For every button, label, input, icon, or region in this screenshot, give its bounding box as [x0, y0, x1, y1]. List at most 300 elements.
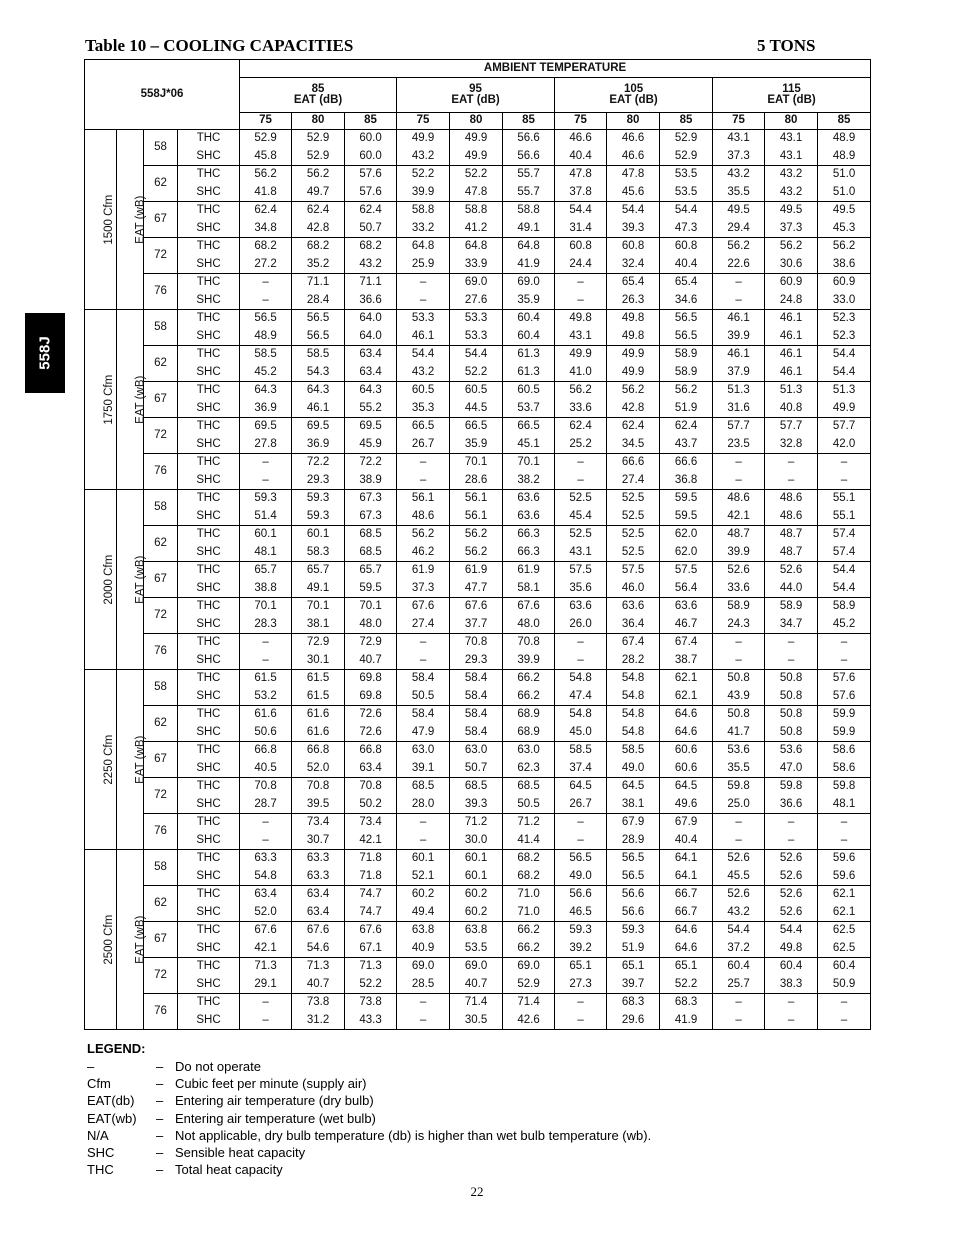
thc-label: THC	[178, 706, 240, 724]
thc-label: THC	[178, 382, 240, 400]
thc-value-cell: 63.8	[450, 922, 503, 940]
shc-value-cell: 35.9	[503, 292, 555, 310]
thc-value-cell: 64.8	[503, 238, 555, 256]
wb-temp-cell: 62	[144, 346, 178, 382]
thc-value-cell: –	[397, 454, 450, 472]
shc-value-cell: 47.9	[397, 724, 450, 742]
thc-value-cell: 58.4	[397, 670, 450, 688]
thc-value-cell: 59.8	[818, 778, 871, 796]
thc-label: THC	[178, 778, 240, 796]
shc-value-cell: 40.7	[292, 976, 345, 994]
db-temp-header: 85	[818, 113, 871, 130]
shc-value-cell: 33.6	[555, 400, 607, 418]
thc-value-cell: 68.5	[397, 778, 450, 796]
thc-value-cell: 68.2	[240, 238, 292, 256]
thc-value-cell: 49.9	[397, 130, 450, 148]
table-row	[85, 346, 871, 364]
legend	[87, 1041, 652, 1179]
shc-value-cell: 53.3	[450, 328, 503, 346]
airflow-label: 1500 Cfm	[103, 194, 116, 245]
thc-value-cell: 60.2	[397, 886, 450, 904]
thc-value-cell: 56.5	[660, 310, 713, 328]
legend-row	[87, 1127, 652, 1145]
thc-value-cell: 63.4	[345, 346, 397, 364]
thc-value-cell: 58.9	[713, 598, 765, 616]
thc-value-cell: 56.2	[450, 526, 503, 544]
shc-value-cell: 27.8	[240, 436, 292, 454]
thc-value-cell: 52.5	[555, 490, 607, 508]
airflow-cell	[85, 850, 117, 1030]
legend-desc: Not applicable, dry bulb temperature (db) is higher than wet bulb temperature (wb).	[175, 1127, 652, 1143]
thc-value-cell: 71.1	[292, 274, 345, 292]
shc-value-cell: 64.0	[345, 328, 397, 346]
thc-value-cell: 60.5	[450, 382, 503, 400]
shc-value-cell: 38.3	[765, 976, 818, 994]
shc-value-cell: 53.2	[240, 688, 292, 706]
shc-value-cell: 63.6	[503, 508, 555, 526]
thc-value-cell: 59.3	[292, 490, 345, 508]
thc-value-cell: 49.5	[713, 202, 765, 220]
thc-value-cell: 70.1	[450, 454, 503, 472]
thc-value-cell: 66.2	[503, 670, 555, 688]
shc-value-cell: 25.0	[713, 796, 765, 814]
thc-value-cell: 61.9	[450, 562, 503, 580]
shc-value-cell: 58.4	[450, 724, 503, 742]
shc-value-cell: 58.1	[503, 580, 555, 598]
thc-value-cell: 61.5	[240, 670, 292, 688]
thc-value-cell: 52.5	[555, 526, 607, 544]
shc-value-cell: 46.1	[765, 364, 818, 382]
thc-value-cell: –	[397, 274, 450, 292]
thc-value-cell: 51.3	[765, 382, 818, 400]
shc-value-cell: 46.1	[765, 328, 818, 346]
thc-label: THC	[178, 670, 240, 688]
shc-value-cell: 47.8	[450, 184, 503, 202]
legend-desc: Total heat capacity	[175, 1162, 283, 1178]
shc-value-cell: 46.7	[660, 616, 713, 634]
thc-value-cell: 54.8	[607, 670, 660, 688]
eat-wb-label: EAT (wB)	[134, 195, 147, 244]
thc-value-cell: 58.8	[397, 202, 450, 220]
shc-value-cell: 33.0	[818, 292, 871, 310]
shc-value-cell: 52.2	[660, 976, 713, 994]
thc-value-cell: 67.6	[503, 598, 555, 616]
eat-db-label: EAT (dB)	[609, 94, 658, 106]
shc-value-cell: 31.4	[555, 220, 607, 238]
shc-value-cell: 45.2	[240, 364, 292, 382]
shc-value-cell: –	[818, 832, 871, 850]
shc-value-cell: 43.1	[555, 328, 607, 346]
shc-value-cell: 48.7	[765, 544, 818, 562]
table-row	[85, 130, 871, 148]
shc-value-cell: 56.5	[660, 328, 713, 346]
shc-value-cell: 41.7	[713, 724, 765, 742]
thc-value-cell: 52.2	[397, 166, 450, 184]
shc-value-cell: 28.9	[607, 832, 660, 850]
legend-row	[87, 1059, 262, 1076]
model-header: 558J*06	[85, 60, 240, 130]
thc-value-cell: 71.4	[503, 994, 555, 1012]
thc-value-cell: 50.8	[765, 706, 818, 724]
thc-value-cell: 63.3	[292, 850, 345, 868]
shc-value-cell: –	[713, 1012, 765, 1030]
shc-value-cell: 52.0	[292, 760, 345, 778]
thc-value-cell: 43.1	[713, 130, 765, 148]
thc-value-cell: 68.9	[503, 706, 555, 724]
shc-value-cell: 43.2	[345, 256, 397, 274]
thc-value-cell: 51.3	[818, 382, 871, 400]
table-row	[85, 220, 871, 238]
shc-value-cell: 40.5	[240, 760, 292, 778]
table-row	[85, 382, 871, 400]
shc-value-cell: 54.8	[240, 868, 292, 886]
shc-value-cell: 41.4	[503, 832, 555, 850]
shc-value-cell: 36.4	[607, 616, 660, 634]
thc-value-cell: 54.8	[555, 670, 607, 688]
shc-value-cell: 48.0	[345, 616, 397, 634]
shc-value-cell: 26.7	[555, 796, 607, 814]
shc-value-cell: 52.1	[397, 868, 450, 886]
thc-value-cell: –	[397, 634, 450, 652]
airflow-label: 2500 Cfm	[103, 914, 116, 965]
shc-value-cell: 48.1	[818, 796, 871, 814]
shc-value-cell: 54.6	[292, 940, 345, 958]
shc-value-cell: 57.6	[345, 184, 397, 202]
thc-value-cell: 58.8	[503, 202, 555, 220]
shc-value-cell: 60.1	[450, 868, 503, 886]
shc-value-cell: 25.7	[713, 976, 765, 994]
shc-value-cell: 61.5	[292, 688, 345, 706]
eat-wb-label: EAT (wB)	[134, 375, 147, 424]
thc-value-cell: 59.3	[607, 922, 660, 940]
thc-value-cell: 58.5	[292, 346, 345, 364]
thc-value-cell: 72.9	[345, 634, 397, 652]
thc-value-cell: 68.3	[607, 994, 660, 1012]
thc-value-cell: 71.1	[345, 274, 397, 292]
thc-value-cell: 57.4	[818, 526, 871, 544]
shc-value-cell: –	[555, 292, 607, 310]
shc-value-cell: 56.6	[503, 148, 555, 166]
shc-value-cell: 59.5	[345, 580, 397, 598]
shc-value-cell: 33.6	[713, 580, 765, 598]
shc-value-cell: 31.6	[713, 400, 765, 418]
thc-value-cell: 60.1	[397, 850, 450, 868]
thc-value-cell: 58.9	[765, 598, 818, 616]
thc-value-cell: 60.4	[713, 958, 765, 976]
thc-value-cell: 57.7	[713, 418, 765, 436]
shc-value-cell: –	[765, 1012, 818, 1030]
shc-value-cell: 62.3	[503, 760, 555, 778]
thc-value-cell: 72.6	[345, 706, 397, 724]
shc-value-cell: 37.4	[555, 760, 607, 778]
shc-value-cell: 43.3	[345, 1012, 397, 1030]
thc-label: THC	[178, 346, 240, 364]
thc-value-cell: 60.1	[292, 526, 345, 544]
thc-value-cell: 61.3	[503, 346, 555, 364]
shc-value-cell: 50.8	[765, 688, 818, 706]
thc-value-cell: –	[397, 994, 450, 1012]
wb-temp-cell: 62	[144, 526, 178, 562]
thc-value-cell: –	[397, 814, 450, 832]
wb-temp-cell: 58	[144, 310, 178, 346]
thc-value-cell: 58.5	[555, 742, 607, 760]
shc-value-cell: 37.7	[450, 616, 503, 634]
thc-value-cell: 52.6	[765, 886, 818, 904]
legend-key: –	[87, 1059, 95, 1074]
shc-value-cell: 25.9	[397, 256, 450, 274]
shc-label: SHC	[178, 508, 240, 526]
shc-value-cell: 40.4	[660, 832, 713, 850]
shc-value-cell: 39.1	[397, 760, 450, 778]
shc-value-cell: 26.3	[607, 292, 660, 310]
shc-value-cell: –	[397, 292, 450, 310]
thc-value-cell: 63.6	[607, 598, 660, 616]
thc-value-cell: 57.6	[818, 670, 871, 688]
shc-value-cell: 60.4	[503, 328, 555, 346]
thc-value-cell: 64.0	[345, 310, 397, 328]
shc-value-cell: 23.5	[713, 436, 765, 454]
shc-value-cell: 42.1	[713, 508, 765, 526]
thc-value-cell: 63.0	[503, 742, 555, 760]
shc-value-cell: 28.2	[607, 652, 660, 670]
shc-value-cell: –	[397, 1012, 450, 1030]
thc-value-cell: 49.8	[607, 310, 660, 328]
shc-value-cell: 46.6	[607, 148, 660, 166]
shc-value-cell: 74.7	[345, 904, 397, 922]
thc-value-cell: 58.5	[607, 742, 660, 760]
shc-value-cell: 54.3	[292, 364, 345, 382]
thc-value-cell: 60.9	[765, 274, 818, 292]
thc-value-cell: 50.8	[713, 706, 765, 724]
thc-label: THC	[178, 166, 240, 184]
shc-value-cell: 24.4	[555, 256, 607, 274]
shc-value-cell: 42.8	[607, 400, 660, 418]
thc-value-cell: 68.5	[345, 526, 397, 544]
shc-value-cell: 49.8	[607, 328, 660, 346]
thc-value-cell: 60.5	[503, 382, 555, 400]
thc-value-cell: 73.4	[345, 814, 397, 832]
thc-value-cell: –	[818, 814, 871, 832]
thc-value-cell: –	[555, 274, 607, 292]
table-row	[85, 238, 871, 256]
wb-temp-cell: 58	[144, 490, 178, 526]
shc-value-cell: 54.4	[818, 364, 871, 382]
wb-temp-cell: 72	[144, 418, 178, 454]
shc-value-cell: 59.9	[818, 724, 871, 742]
table-row	[85, 886, 871, 904]
eat-wb-cell	[117, 490, 147, 670]
thc-value-cell: 54.8	[607, 706, 660, 724]
legend-dash: –	[156, 1144, 164, 1160]
shc-label: SHC	[178, 616, 240, 634]
thc-value-cell: 56.2	[713, 238, 765, 256]
shc-value-cell: –	[555, 652, 607, 670]
legend-key: THC	[87, 1162, 114, 1178]
thc-value-cell: 64.8	[450, 238, 503, 256]
thc-value-cell: 66.6	[660, 454, 713, 472]
shc-value-cell: –	[397, 832, 450, 850]
thc-value-cell: 56.2	[660, 382, 713, 400]
table-row	[85, 634, 871, 652]
shc-value-cell: 43.1	[765, 148, 818, 166]
table-row	[85, 364, 871, 382]
eat-db-label: EAT (dB)	[293, 94, 343, 106]
wb-temp-cell: 62	[144, 706, 178, 742]
table-row	[85, 544, 871, 562]
thc-value-cell: 68.5	[450, 778, 503, 796]
thc-value-cell: 58.4	[397, 706, 450, 724]
shc-value-cell: 46.0	[607, 580, 660, 598]
thc-value-cell: 52.9	[292, 130, 345, 148]
shc-value-cell: 36.9	[292, 436, 345, 454]
shc-value-cell: 29.3	[292, 472, 345, 490]
db-temp-header: 80	[292, 113, 345, 130]
shc-label: SHC	[178, 220, 240, 238]
wb-temp-cell: 58	[144, 850, 178, 886]
thc-value-cell: 59.6	[818, 850, 871, 868]
shc-value-cell: 34.5	[607, 436, 660, 454]
shc-value-cell: 39.7	[607, 976, 660, 994]
shc-value-cell: 36.8	[660, 472, 713, 490]
shc-value-cell: 55.7	[503, 184, 555, 202]
thc-value-cell: 62.5	[818, 922, 871, 940]
shc-value-cell: 38.1	[607, 796, 660, 814]
thc-value-cell: –	[240, 994, 292, 1012]
thc-value-cell: 59.5	[660, 490, 713, 508]
shc-value-cell: 45.9	[345, 436, 397, 454]
thc-value-cell: 70.8	[292, 778, 345, 796]
eat-db-label: EAT (dB)	[767, 94, 816, 106]
thc-value-cell: 71.2	[450, 814, 503, 832]
shc-value-cell: 51.9	[660, 400, 713, 418]
shc-value-cell: 43.2	[765, 184, 818, 202]
shc-label: SHC	[178, 832, 240, 850]
thc-value-cell: 57.7	[765, 418, 818, 436]
shc-value-cell: 52.3	[818, 328, 871, 346]
thc-value-cell: 46.1	[713, 310, 765, 328]
shc-value-cell: 48.9	[240, 328, 292, 346]
thc-value-cell: 56.2	[240, 166, 292, 184]
shc-label: SHC	[178, 688, 240, 706]
thc-value-cell: 64.6	[660, 706, 713, 724]
thc-value-cell: 69.0	[450, 958, 503, 976]
shc-value-cell: 68.5	[345, 544, 397, 562]
thc-label: THC	[178, 526, 240, 544]
airflow-label: 1750 Cfm	[103, 374, 116, 425]
shc-value-cell: 54.8	[607, 724, 660, 742]
shc-value-cell: 27.2	[240, 256, 292, 274]
thc-value-cell: 62.4	[345, 202, 397, 220]
thc-value-cell: 67.9	[660, 814, 713, 832]
wb-temp-cell: 72	[144, 778, 178, 814]
table-row	[85, 508, 871, 526]
wb-temp-cell: 58	[144, 130, 178, 166]
thc-value-cell: –	[240, 274, 292, 292]
thc-value-cell: 72.2	[345, 454, 397, 472]
shc-value-cell: 33.2	[397, 220, 450, 238]
thc-value-cell: 52.6	[713, 562, 765, 580]
shc-label: SHC	[178, 364, 240, 382]
thc-value-cell: 65.7	[292, 562, 345, 580]
thc-value-cell: 54.4	[555, 202, 607, 220]
thc-value-cell: 48.7	[765, 526, 818, 544]
wb-temp-cell: 76	[144, 994, 178, 1030]
thc-label: THC	[178, 886, 240, 904]
table-row	[85, 850, 871, 868]
thc-value-cell: 64.5	[660, 778, 713, 796]
shc-label: SHC	[178, 724, 240, 742]
thc-value-cell: 58.4	[450, 670, 503, 688]
shc-value-cell: 52.2	[345, 976, 397, 994]
shc-value-cell: 29.4	[713, 220, 765, 238]
shc-value-cell: 47.0	[765, 760, 818, 778]
shc-value-cell: 42.0	[818, 436, 871, 454]
shc-value-cell: 58.6	[818, 760, 871, 778]
thc-label: THC	[178, 922, 240, 940]
shc-value-cell: 49.1	[503, 220, 555, 238]
table-row	[85, 292, 871, 310]
db-temp-header: 75	[555, 113, 607, 130]
thc-value-cell: 49.9	[607, 346, 660, 364]
table-row	[85, 958, 871, 976]
shc-value-cell: –	[713, 292, 765, 310]
thc-label: THC	[178, 634, 240, 652]
shc-value-cell: –	[818, 472, 871, 490]
shc-value-cell: 38.1	[292, 616, 345, 634]
thc-value-cell: 56.2	[555, 382, 607, 400]
shc-value-cell: 37.2	[713, 940, 765, 958]
shc-value-cell: 38.7	[660, 652, 713, 670]
legend-desc: Entering air temperature (wet bulb)	[175, 1110, 376, 1126]
table-row	[85, 274, 871, 292]
thc-value-cell: –	[555, 634, 607, 652]
thc-value-cell: 50.8	[713, 670, 765, 688]
eat-wb-cell	[117, 310, 147, 490]
shc-value-cell: –	[818, 652, 871, 670]
table-row	[85, 562, 871, 580]
shc-value-cell: 67.1	[345, 940, 397, 958]
shc-value-cell: 28.0	[397, 796, 450, 814]
ambient-temp-value: 115	[782, 82, 801, 95]
thc-value-cell: 46.6	[607, 130, 660, 148]
wb-temp-cell: 72	[144, 598, 178, 634]
shc-value-cell: 56.2	[450, 544, 503, 562]
shc-value-cell: 57.6	[818, 688, 871, 706]
shc-value-cell: 56.4	[660, 580, 713, 598]
shc-value-cell: 66.7	[660, 904, 713, 922]
thc-value-cell: 56.2	[765, 238, 818, 256]
table-row	[85, 418, 871, 436]
shc-value-cell: 66.2	[503, 940, 555, 958]
thc-value-cell: 58.6	[818, 742, 871, 760]
thc-value-cell: 66.7	[660, 886, 713, 904]
shc-value-cell: 40.8	[765, 400, 818, 418]
wb-temp-cell: 72	[144, 958, 178, 994]
table-row	[85, 526, 871, 544]
shc-value-cell: 45.1	[503, 436, 555, 454]
shc-value-cell: 40.9	[397, 940, 450, 958]
thc-value-cell: 67.6	[240, 922, 292, 940]
shc-value-cell: 39.5	[292, 796, 345, 814]
thc-value-cell: 68.2	[292, 238, 345, 256]
shc-value-cell: 42.6	[503, 1012, 555, 1030]
db-temp-header: 80	[450, 113, 503, 130]
thc-value-cell: 56.2	[292, 166, 345, 184]
thc-value-cell: 63.6	[555, 598, 607, 616]
shc-label: SHC	[178, 544, 240, 562]
thc-value-cell: 57.6	[345, 166, 397, 184]
shc-label: SHC	[178, 1012, 240, 1030]
